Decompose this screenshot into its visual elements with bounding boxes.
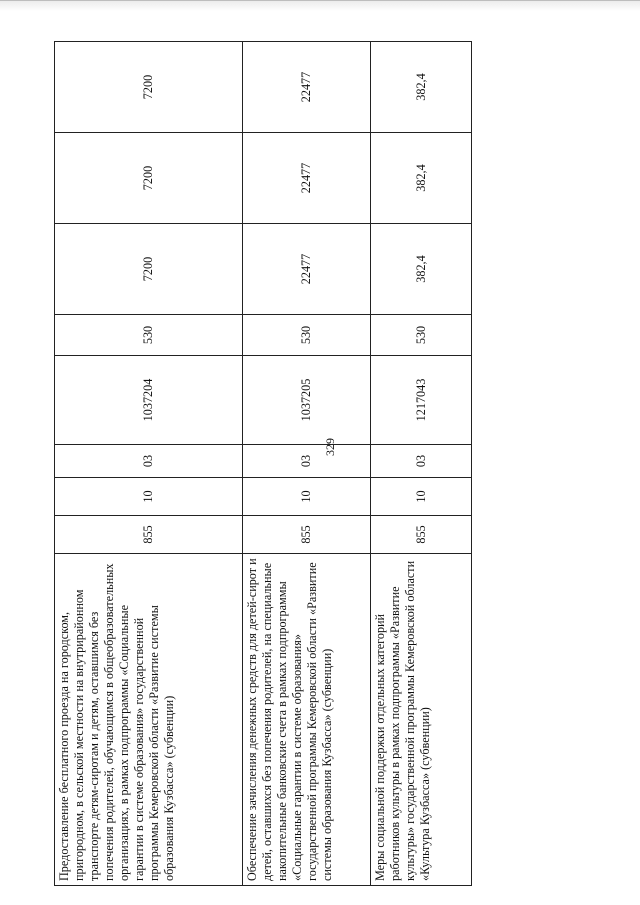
ministry-code: 855 (55, 516, 243, 554)
amount-year-1: 7200 (55, 224, 243, 315)
table-row (55, 42, 243, 886)
row-description: Предоставление бесплатного проезда на городском, пригородном, в сельской местности на внутрирайонном транспорте детям-сиротам и детям, оставшимся без попечения родителей, обучающимся в общеобразовательных организациях, в рамках подпрограммы «Социальные гарантии в системе образования» государственной программы Кемеровской области «Развитие системы образования Кузбасса» (субвенции) (55, 554, 243, 886)
ministry-code: 855 (243, 516, 371, 554)
target-article-code: 1037205 (243, 356, 371, 445)
expense-type-code: 530 (55, 315, 243, 356)
amount-year-3: 7200 (55, 42, 243, 133)
amount-year-3: 382,4 (371, 42, 472, 133)
amount-year-1: 382,4 (371, 224, 472, 315)
row-description: Обеспечение зачисления денежных средств для детей-сирот и детей, оставшихся без попечения родителей, на специальные накопительные банковские счета в рамках подпрограммы «Социальные гарантии в системе образования» государственной программы Кемеровской области «Развитие системы образования Кузбасса» (субвенции) (243, 554, 371, 886)
budget-table (54, 41, 472, 886)
expense-type-code: 530 (371, 315, 472, 356)
section-code: 10 (55, 478, 243, 516)
amount-year-3: 22477 (243, 42, 371, 133)
subsection-code: 03 (371, 445, 472, 478)
ministry-code: 855 (371, 516, 472, 554)
target-article-code: 1037204 (55, 356, 243, 445)
subsection-code: 03 (243, 445, 371, 478)
amount-year-1: 22477 (243, 224, 371, 315)
subsection-code: 03 (55, 445, 243, 478)
section-code: 10 (243, 478, 371, 516)
table-row (243, 42, 371, 886)
rotated-table-wrapper (54, 42, 471, 886)
amount-year-2: 7200 (55, 133, 243, 224)
section-code: 10 (371, 478, 472, 516)
row-description: Меры социальной поддержки отдельных категорий работников культуры в рамках подпрограммы «Развитие культуры» государственной программы Кемеровской области «Культура Кузбасса» (субвенции) (371, 554, 472, 886)
amount-year-2: 382,4 (371, 133, 472, 224)
expense-type-code: 530 (243, 315, 371, 356)
scan-top-edge (0, 0, 640, 11)
page-number: 329 (323, 438, 337, 456)
amount-year-2: 22477 (243, 133, 371, 224)
table-row (371, 42, 472, 886)
target-article-code: 1217043 (371, 356, 472, 445)
